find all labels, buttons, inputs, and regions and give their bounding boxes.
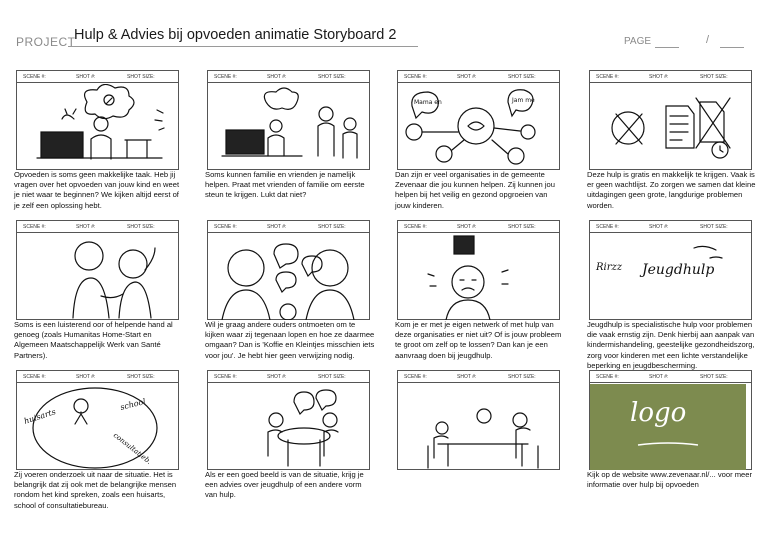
shot-label: SHOT #: <box>649 374 669 380</box>
sketch-family-friends <box>208 84 369 170</box>
panel-frame <box>207 370 370 470</box>
shot-info-bar <box>590 71 751 83</box>
sketch-jeugdhulp-title <box>590 234 751 320</box>
shot-label: SHOT #: <box>457 74 477 80</box>
scene-label: SCENE #: <box>596 224 619 230</box>
bubble-left-text: Mama en <box>414 99 442 106</box>
shot-label: SHOT #: <box>76 74 96 80</box>
project-label: PROJECT <box>16 35 76 49</box>
sketch-parents-meet <box>208 234 369 320</box>
logo-underline <box>636 442 700 448</box>
shot-label: SHOT #: <box>267 224 287 230</box>
panel-caption: Kijk op de website www.zevenaar.nl/... voor meer informatie over hulp bij opvoeden <box>587 470 753 490</box>
sketch-family-at-table <box>398 384 559 470</box>
shot-info-bar <box>208 371 369 383</box>
panel-caption: Wil je graag andere ouders ontmoeten om te kijken waar zij tegenaan lopen en hoe ze daarmee omgaan? Dan is 'Koffie en Kleintjes misschien iets voor jou'. Je hebt hier geen verwijzing nodig. <box>205 320 375 360</box>
panel-caption: Soms kunnen familie en vrienden je namelijk helpen. Praat met vrienden of familie om eerste steun te krijgen. Lukt dat niet? <box>205 170 365 200</box>
shot-info-bar <box>398 371 559 383</box>
sketch-jeugdhulp-word: Jeugdhulp <box>642 262 715 278</box>
scene-label: SCENE #: <box>404 224 427 230</box>
panel-caption: Deze hulp is gratis en makkelijk te krijgen. Vaak is er geen wachtlijst. Zo zorgen we samen dat kleine uitdagingen geen grote, langdurige problemen worden. <box>587 170 756 210</box>
sketch-advice-meeting <box>208 384 369 470</box>
shot-label: SHOT #: <box>267 374 287 380</box>
panel-frame <box>397 220 560 320</box>
scene-label: SCENE #: <box>596 374 619 380</box>
sketch-huisarts-word: huisarts <box>22 407 57 426</box>
panel-frame <box>397 70 560 170</box>
bubble-right-text: Jam me <box>512 97 535 104</box>
sketch-listening-ear <box>17 234 178 320</box>
sketch-ground-word: Rirzz <box>596 262 623 273</box>
shot-info-bar <box>398 221 559 233</box>
shot-info-bar <box>590 221 751 233</box>
shot-size-label: SHOT SIZE: <box>700 224 728 230</box>
panel-frame <box>589 70 752 170</box>
shot-label: SHOT #: <box>457 374 477 380</box>
shot-size-label: SHOT SIZE: <box>318 374 346 380</box>
shot-label: SHOT #: <box>457 224 477 230</box>
panel-caption: Zij voeren onderzoek uit naar de situatie. Het is belangrijk dat zij ook met de belangrijke mensen rondom het kind spreken, zoals een huisarts, school of consultatiebureau. <box>14 470 177 510</box>
scene-label: SCENE #: <box>404 74 427 80</box>
scene-label: SCENE #: <box>596 74 619 80</box>
sketch-free-no-waitlist <box>590 84 751 170</box>
sketch-investigation-circle <box>17 384 178 470</box>
shot-info-bar <box>17 371 178 383</box>
shot-size-label: SHOT SIZE: <box>700 74 728 80</box>
panel-frame <box>207 220 370 320</box>
panel-caption: Dan zijn er veel organisaties in de gemeente Zevenaar die jou kunnen helpen. Zij kunnen jou helpen bij het veilig en gezond opgroeien van jouw kinderen. <box>395 170 556 210</box>
shot-size-label: SHOT SIZE: <box>508 374 536 380</box>
panel-caption: Opvoeden is soms geen makkelijke taak. Heb jij vragen over het opvoeden van jouw kind en weet je niet waar te beginnen? We kijken altijd eerst of je zelf een oplossing hebt. <box>14 170 180 210</box>
shot-info-bar <box>398 71 559 83</box>
panel-frame <box>397 370 560 470</box>
shot-info-bar <box>17 71 178 83</box>
shot-size-label: SHOT SIZE: <box>508 74 536 80</box>
storyboard-header <box>0 0 768 56</box>
panel-frame <box>16 220 179 320</box>
sketch-school-word: school <box>119 396 147 412</box>
shot-size-label: SHOT SIZE: <box>318 74 346 80</box>
page-number-line <box>655 47 679 48</box>
panel-caption: Kom je er met je eigen netwerk of met hulp van deze organisaties er niet uit? Of is jouw probleem te groot om zelf op te lossen? Dan kan je een aanvraag doen bij jeugdhulp. <box>395 320 562 360</box>
panel-frame <box>16 70 179 170</box>
shot-label: SHOT #: <box>76 224 96 230</box>
shot-label: SHOT #: <box>649 74 669 80</box>
sketch-consultatie-word: consultatieb. <box>111 431 153 466</box>
panel-caption: Jeugdhulp is specialistische hulp voor problemen die vaak ernstig zijn. Denk hierbij aan aanpak van kindermishandeling, geestelijke gezondheidszorg, zorg voor kinderen met een lichte verstandelijke beperking en jeugdbescherming. <box>587 320 755 370</box>
shot-size-label: SHOT SIZE: <box>127 374 155 380</box>
title-underline <box>68 46 418 47</box>
shot-size-label: SHOT SIZE: <box>318 224 346 230</box>
scene-label: SCENE #: <box>23 74 46 80</box>
scene-label: SCENE #: <box>214 74 237 80</box>
shot-size-label: SHOT SIZE: <box>127 224 155 230</box>
scene-label: SCENE #: <box>404 374 427 380</box>
page-total-line <box>720 47 744 48</box>
scene-label: SCENE #: <box>214 374 237 380</box>
project-title: Hulp & Advies bij opvoeden animatie Storyboard 2 <box>74 27 397 43</box>
panel-frame <box>589 220 752 320</box>
shot-size-label: SHOT SIZE: <box>127 74 155 80</box>
page-separator: / <box>706 34 710 46</box>
panel-caption: Als er een goed beeld is van de situatie, krijg je een advies over jeugdhulp of een andere vorm van hulp. <box>205 470 364 500</box>
logo-placeholder <box>590 384 746 470</box>
shot-info-bar <box>208 221 369 233</box>
shot-label: SHOT #: <box>76 374 96 380</box>
shot-info-bar <box>17 221 178 233</box>
shot-label: SHOT #: <box>649 224 669 230</box>
shot-label: SHOT #: <box>267 74 287 80</box>
panel-caption: Soms is een luisterend oor of helpende hand al genoeg (zoals Humanitas Home-Start en Algemeen Maatschappelijk Werk van Santé Partners). <box>14 320 173 360</box>
shot-size-label: SHOT SIZE: <box>508 224 536 230</box>
logo-text: logo <box>630 398 687 428</box>
shot-info-bar <box>590 371 751 383</box>
panel-frame <box>207 70 370 170</box>
sketch-bubble-text <box>398 84 559 170</box>
scene-label: SCENE #: <box>23 224 46 230</box>
page-label: PAGE <box>624 36 652 47</box>
sketch-worried-parent <box>398 234 559 320</box>
scene-label: SCENE #: <box>214 224 237 230</box>
panel-frame <box>16 370 179 470</box>
sketch-stressed-parent <box>17 84 178 170</box>
shot-size-label: SHOT SIZE: <box>700 374 728 380</box>
scene-label: SCENE #: <box>23 374 46 380</box>
shot-info-bar <box>208 71 369 83</box>
